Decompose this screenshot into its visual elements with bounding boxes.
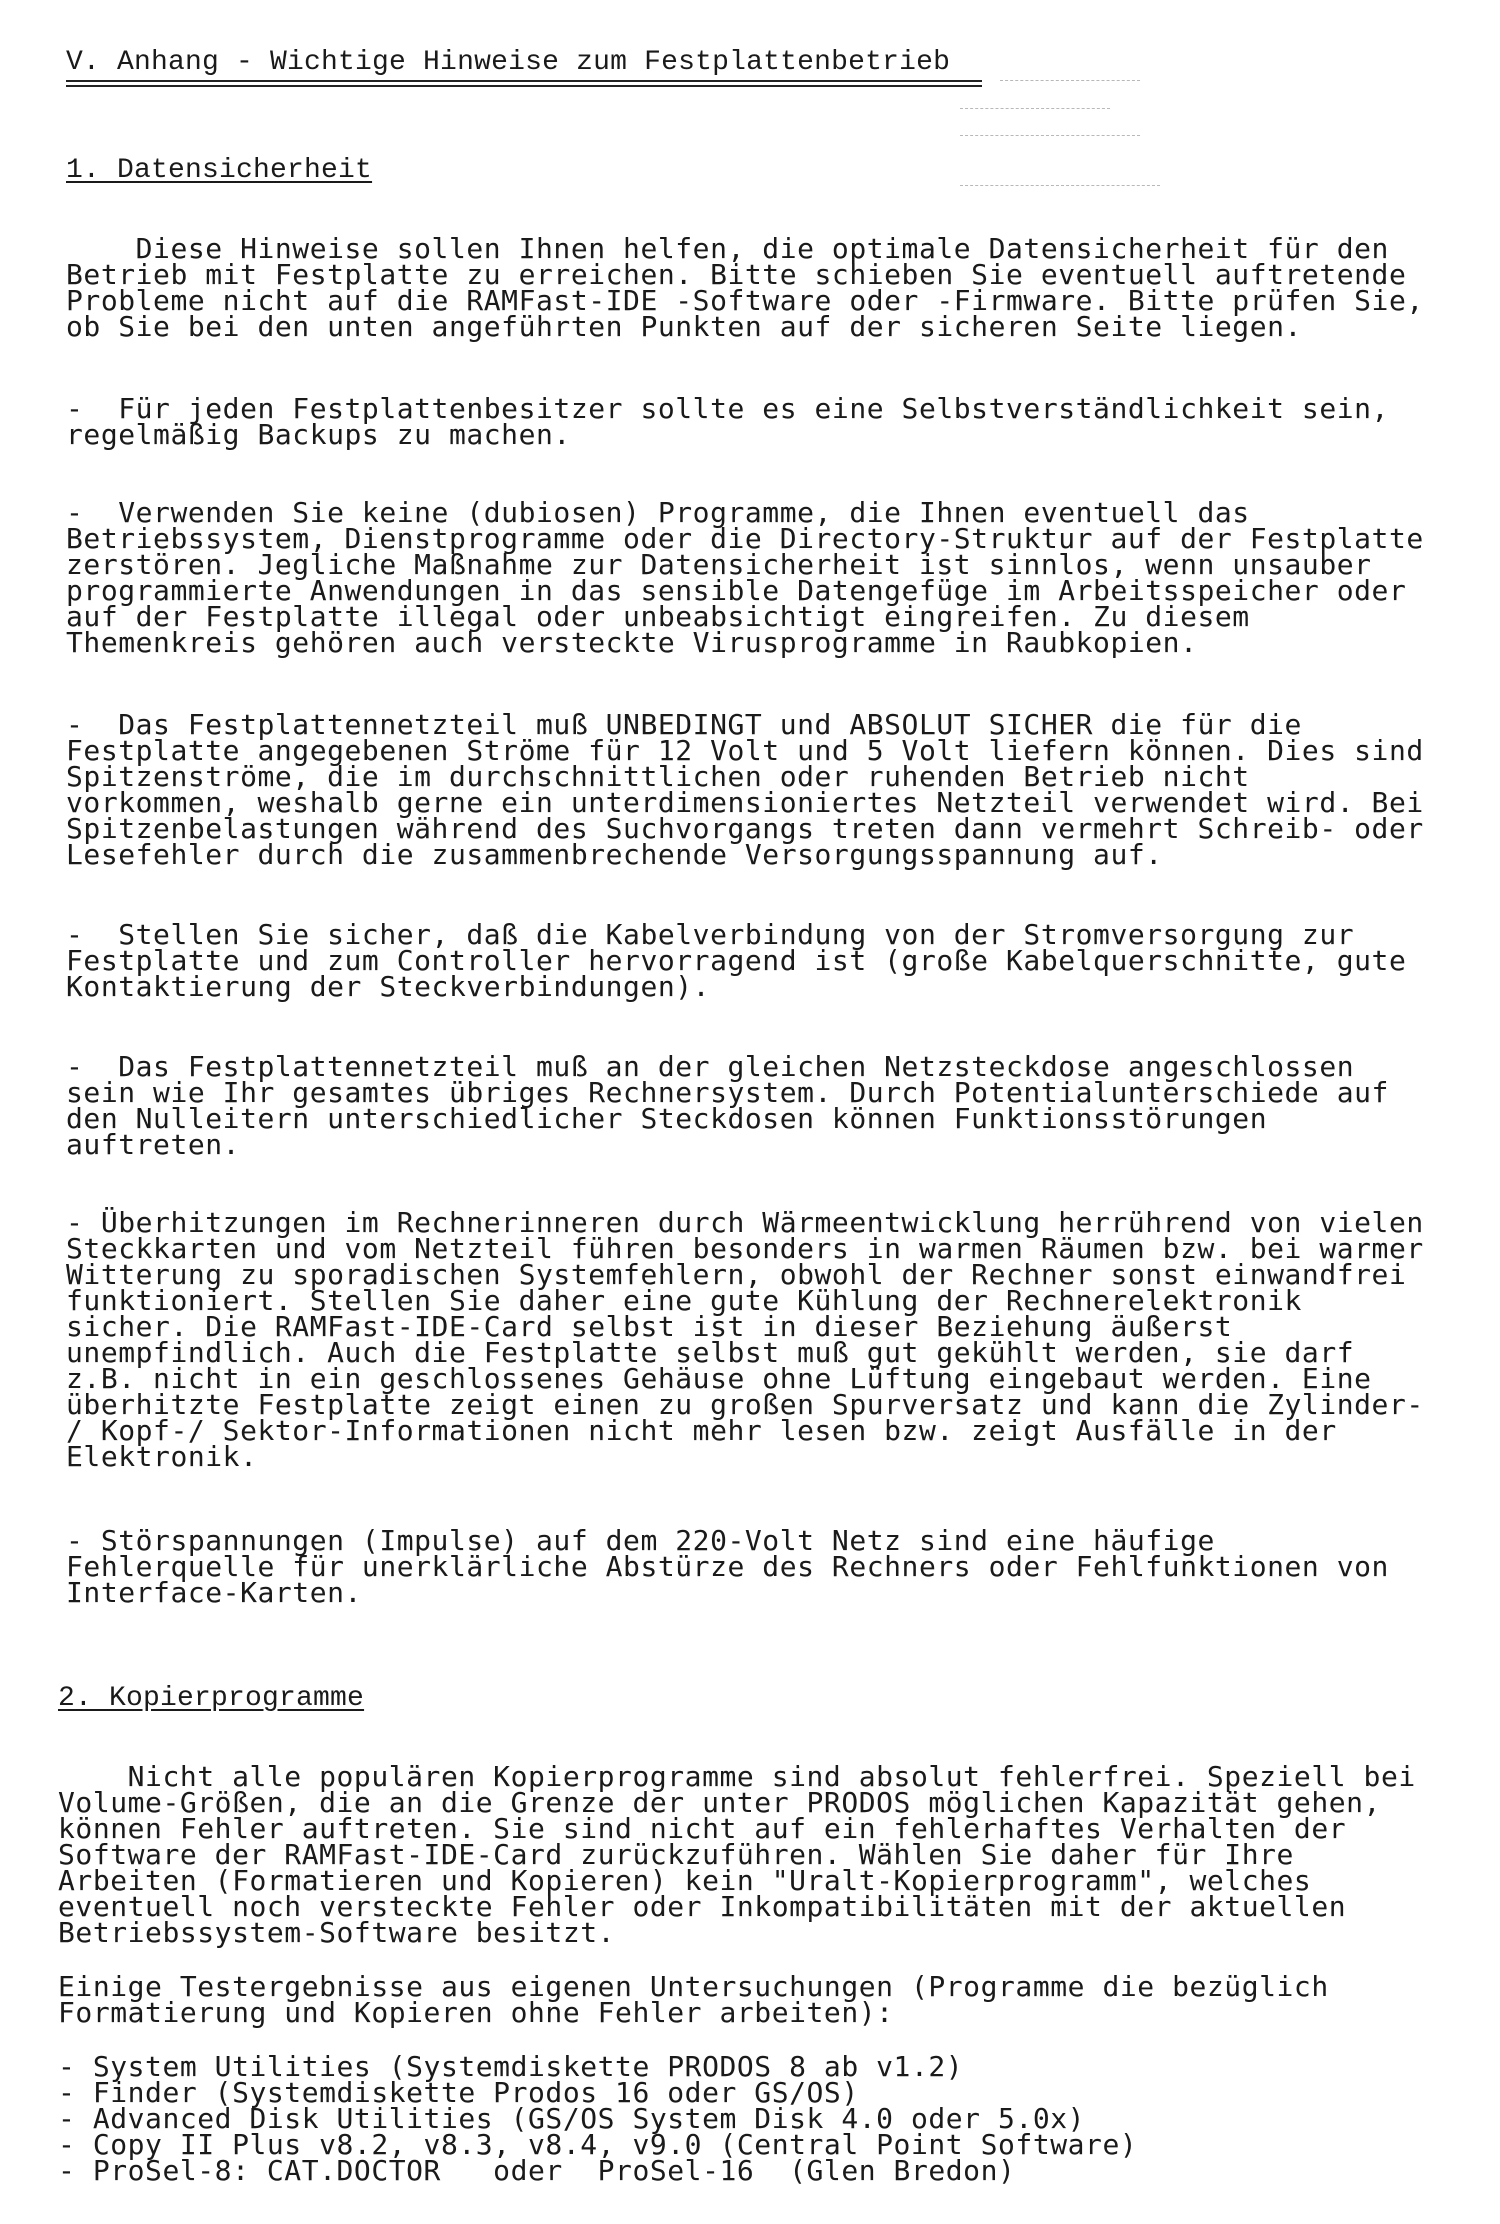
- item-cabling: - Stellen Sie sicher, daß die Kabelverbindung von der Stromversorgung zur Festplatte und zum Controller hervorragend ist (große Kabelquerschnitte, gute Kontaktierung der Steckverbindungen).: [66, 918, 1407, 1003]
- title-underline-1: [66, 80, 982, 82]
- section-2-intro: Nicht alle populären Kopierprogramme sind absolut fehlerfrei. Speziell bei Volume-Größen, die an die Grenze der unter PRODOS möglichen Kapazität gehen, können Fehler auftreten. Sie sind nicht auf ein fehlerhaftes Verhalten der Software der RAMFast-IDE-Card zurückzuführen. Wählen Sie daher für Ihre Arbeiten (Formatieren und Kopieren) kein "Uralt-Kopierprogramm", welches eventuell noch versteckte Fehler oder Inkompatibilitäten mit der aktuellen Betriebssystem-Software besitzt.: [58, 1760, 1416, 1949]
- item-overheating: - Überhitzungen im Rechnerinneren durch Wärmeentwicklung herrührend von vielen Steckkarten und vom Netzteil führen besonders in warmen Räumen bzw. bei warmer Witterung zu sporadischen Systemfehlern, obwohl der Rechner sonst einwandfrei funktioniert. Stellen Sie daher eine gute Kühlung der Rechnerelektronik sicher. Die RAMFast-IDE-Card selbst ist in dieser Beziehung äußerst unempfindlich. Auch die Festplatte selbst muß gut gekühlt werden, sie darf z.B. nicht in ein geschlossenes Gehäuse ohne Lüftung eingebaut werden. Eine überhitzte Festplatte zeigt einen zu großen Spurversatz und kann die Zylinder- / Kopf-/ Sektor-Informationen nicht mehr lesen bzw. zeigt Ausfälle in der Elektronik.: [66, 1206, 1424, 1473]
- item-same-outlet: - Das Festplattennetzteil muß an der gleichen Netzsteckdose angeschlossen sein wie Ihr gesamtes übriges Rechnersystem. Durch Potentialunterschiede auf den Nulleitern unterschiedlicher Steckdosen können Funktionsstörungen auftreten.: [66, 1050, 1389, 1161]
- scan-artifact-4: [960, 185, 1160, 186]
- item-backups: - Für jeden Festplattenbesitzer sollte es eine Selbstverständlichkeit sein, regelmäßig Backups zu machen.: [66, 392, 1389, 451]
- section-1-heading: 1. Datensicherheit: [66, 155, 373, 186]
- section-1-intro: Diese Hinweise sollen Ihnen helfen, die optimale Datensicherheit für den Betrieb mit Festplatte zu erreichen. Bitte schieben Sie eventuell auftretende Probleme nicht auf die RAMFast-IDE -Software oder -Firmware. Bitte prüfen Sie, ob Sie bei den unten angeführten Punkten auf der sicheren Seite liegen.: [66, 232, 1424, 343]
- page-title: V. Anhang - Wichtige Hinweise zum Festplattenbetrieb: [66, 47, 951, 78]
- title-underline-2: [66, 85, 982, 87]
- scan-artifact-2: [960, 108, 1110, 109]
- item-power-supply: - Das Festplattennetzteil muß UNBEDINGT und ABSOLUT SICHER die für die Festplatte angegebenen Ströme für 12 Volt und 5 Volt liefern können. Dies sind Spitzenströme, die im durchschnittlichen oder ruhenden Betrieb nicht vorkommen, weshalb gerne ein unterdimensioniertes Netzteil verwendet wird. Bei Spitzenbelastungen während des Suchvorgangs treten dann vermehrt Schreib- oder Lesefehler durch die zusammenbrechende Versorgungsspannung auf.: [66, 708, 1424, 871]
- item-dubious-programs: - Verwenden Sie keine (dubiosen) Programme, die Ihnen eventuell das Betriebssystem, Dienstprogramme oder die Directory-Struktur auf der Festplatte zerstören. Jegliche Maßnahme zur Datensicherheit ist sinnlos, wenn unsauber programmierte Anwendungen in das sensible Datengefüge im Arbeitsspeicher oder auf der Festplatte illegal oder unbeabsichtigt eingreifen. Zu diesem Themenkreis gehören auch versteckte Virusprogramme in Raubkopien.: [66, 496, 1424, 659]
- tested-programs-list: - System Utilities (Systemdiskette PRODOS 8 ab v1.2) - Finder (Systemdiskette Prodos 16 oder GS/OS) - Advanced Disk Utilities (GS/OS System Disk 4.0 oder 5.0x) - Copy II Plus v8.2, v8.3, v8.4, v9.0 (Central Point Software) - ProSel-8: CAT.DOCTOR oder ProSel-16 (Glen Bredon): [58, 2050, 1138, 2187]
- test-results-intro: Einige Testergebnisse aus eigenen Untersuchungen (Programme die bezüglich Formatierung und Kopieren ohne Fehler arbeiten):: [58, 1970, 1329, 2029]
- section-2-heading: 2. Kopierprogramme: [58, 1683, 365, 1714]
- scan-artifact-3: [960, 135, 1140, 136]
- item-voltage-spikes: - Störspannungen (Impulse) auf dem 220-Volt Netz sind eine häufige Fehlerquelle für unerklärliche Abstürze des Rechners oder Fehlfunktionen von Interface-Karten.: [66, 1524, 1389, 1609]
- scan-artifact-1: [1000, 80, 1140, 81]
